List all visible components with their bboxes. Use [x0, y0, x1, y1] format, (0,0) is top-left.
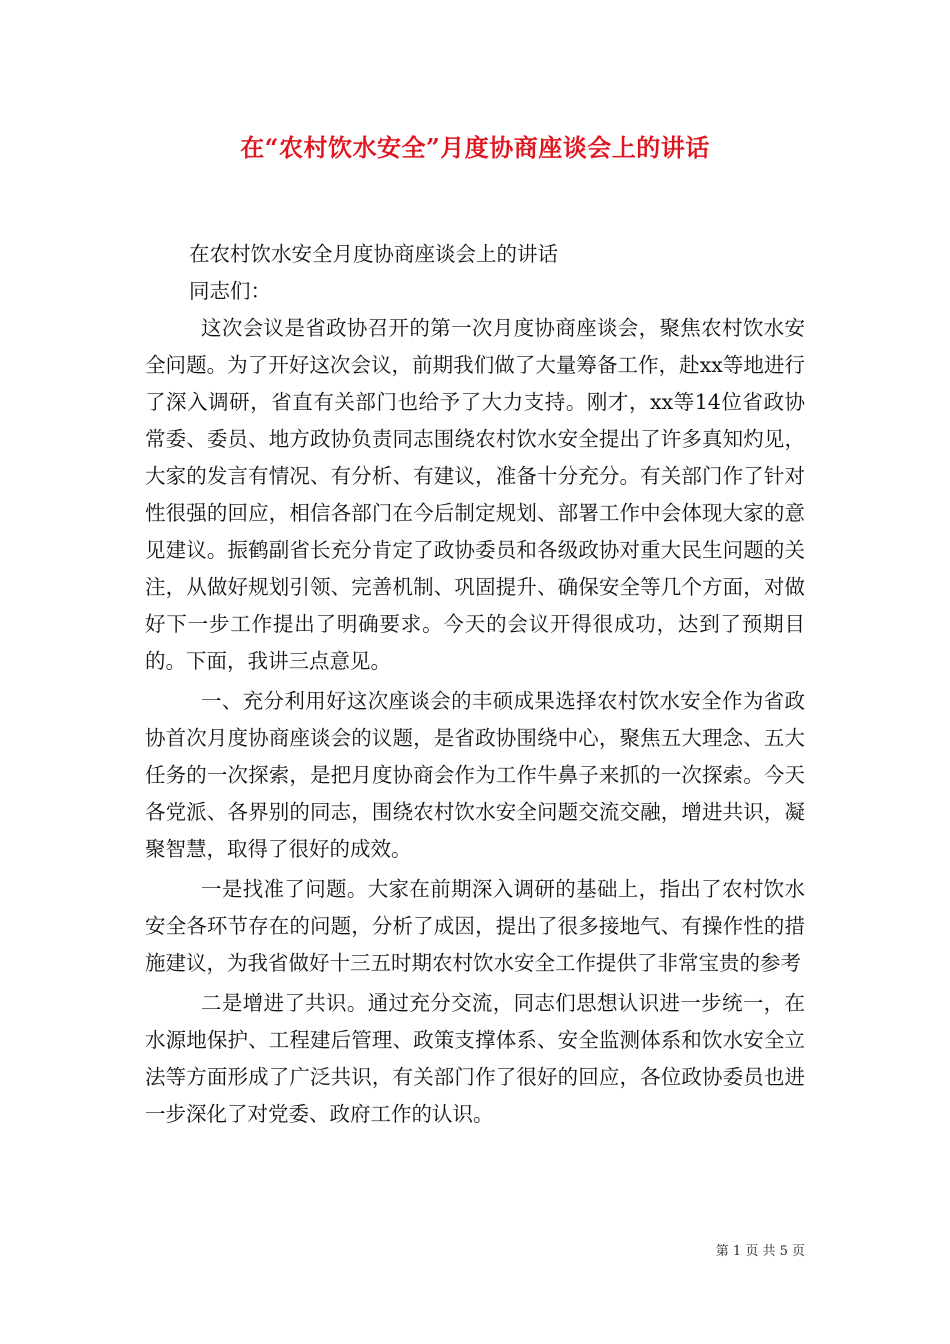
document-body [145, 236, 805, 1133]
greeting: 同志们： [189, 279, 271, 303]
document-title: 在“农村饮水安全”月度协商座谈会上的讲话 [240, 133, 710, 162]
paragraph-2: 一、充分利用好这次座谈会的丰硕成果选择农村饮水安全作为省政协首次月度协商座谈会的议题，是省政协围绕中心，聚焦五大理念、五大任务的一次探索，是把月度协商会作为工作牛鼻子来抓的一次探索。今天各党派、各界别的同志，围绕农村饮水安全问题交流交融，增进共识，凝聚智慧，取得了很好的成效。 [145, 689, 805, 861]
paragraph-4: 二是增进了共识。通过充分交流，同志们思想认识进一步统一，在水源地保护、工程建后管理、政策支撑体系、安全监测体系和饮水安全立法等方面形成了广泛共识，有关部门作了很好的回应，各位政协委员也进一步深化了对党委、政府工作的认识。 [145, 991, 805, 1126]
page-number: 第 1 页 共 5 页 [715, 1244, 805, 1259]
paragraph-3: 一是找准了问题。大家在前期深入调研的基础上，指出了农村饮水安全各环节存在的问题，分析了成因，提出了很多接地气、有操作性的措施建议，为我省做好十三五时期农村饮水安全工作提供了非常宝贵的参考 [145, 877, 805, 975]
paragraph-1: 这次会议是省政协召开的第一次月度协商座谈会，聚焦农村饮水安全问题。为了开好这次会议，前期我们做了大量筹备工作，赴xx等地进行了深入调研，省直有关部门也给予了大力支持。刚才，xx等14位省政协常委、委员、地方政协负责同志围绕农村饮水安全提出了许多真知灼见，大家的发言有情况、有分析、有建议，准备十分充分。有关部门作了针对性很强的回应，相信各部门在今后制定规划、部署工作中会体现大家的意见建议。振鹤副省长充分肯定了政协委员和各级政协对重大民生问题的关注，从做好规划引领、完善机制、巩固提升、确保安全等几个方面，对做好下一步工作提出了明确要求。今天的会议开得很成功，达到了预期目的。下面，我讲三点意见。 [145, 316, 805, 673]
document-subtitle: 在农村饮水安全月度协商座谈会上的讲话 [189, 242, 558, 266]
